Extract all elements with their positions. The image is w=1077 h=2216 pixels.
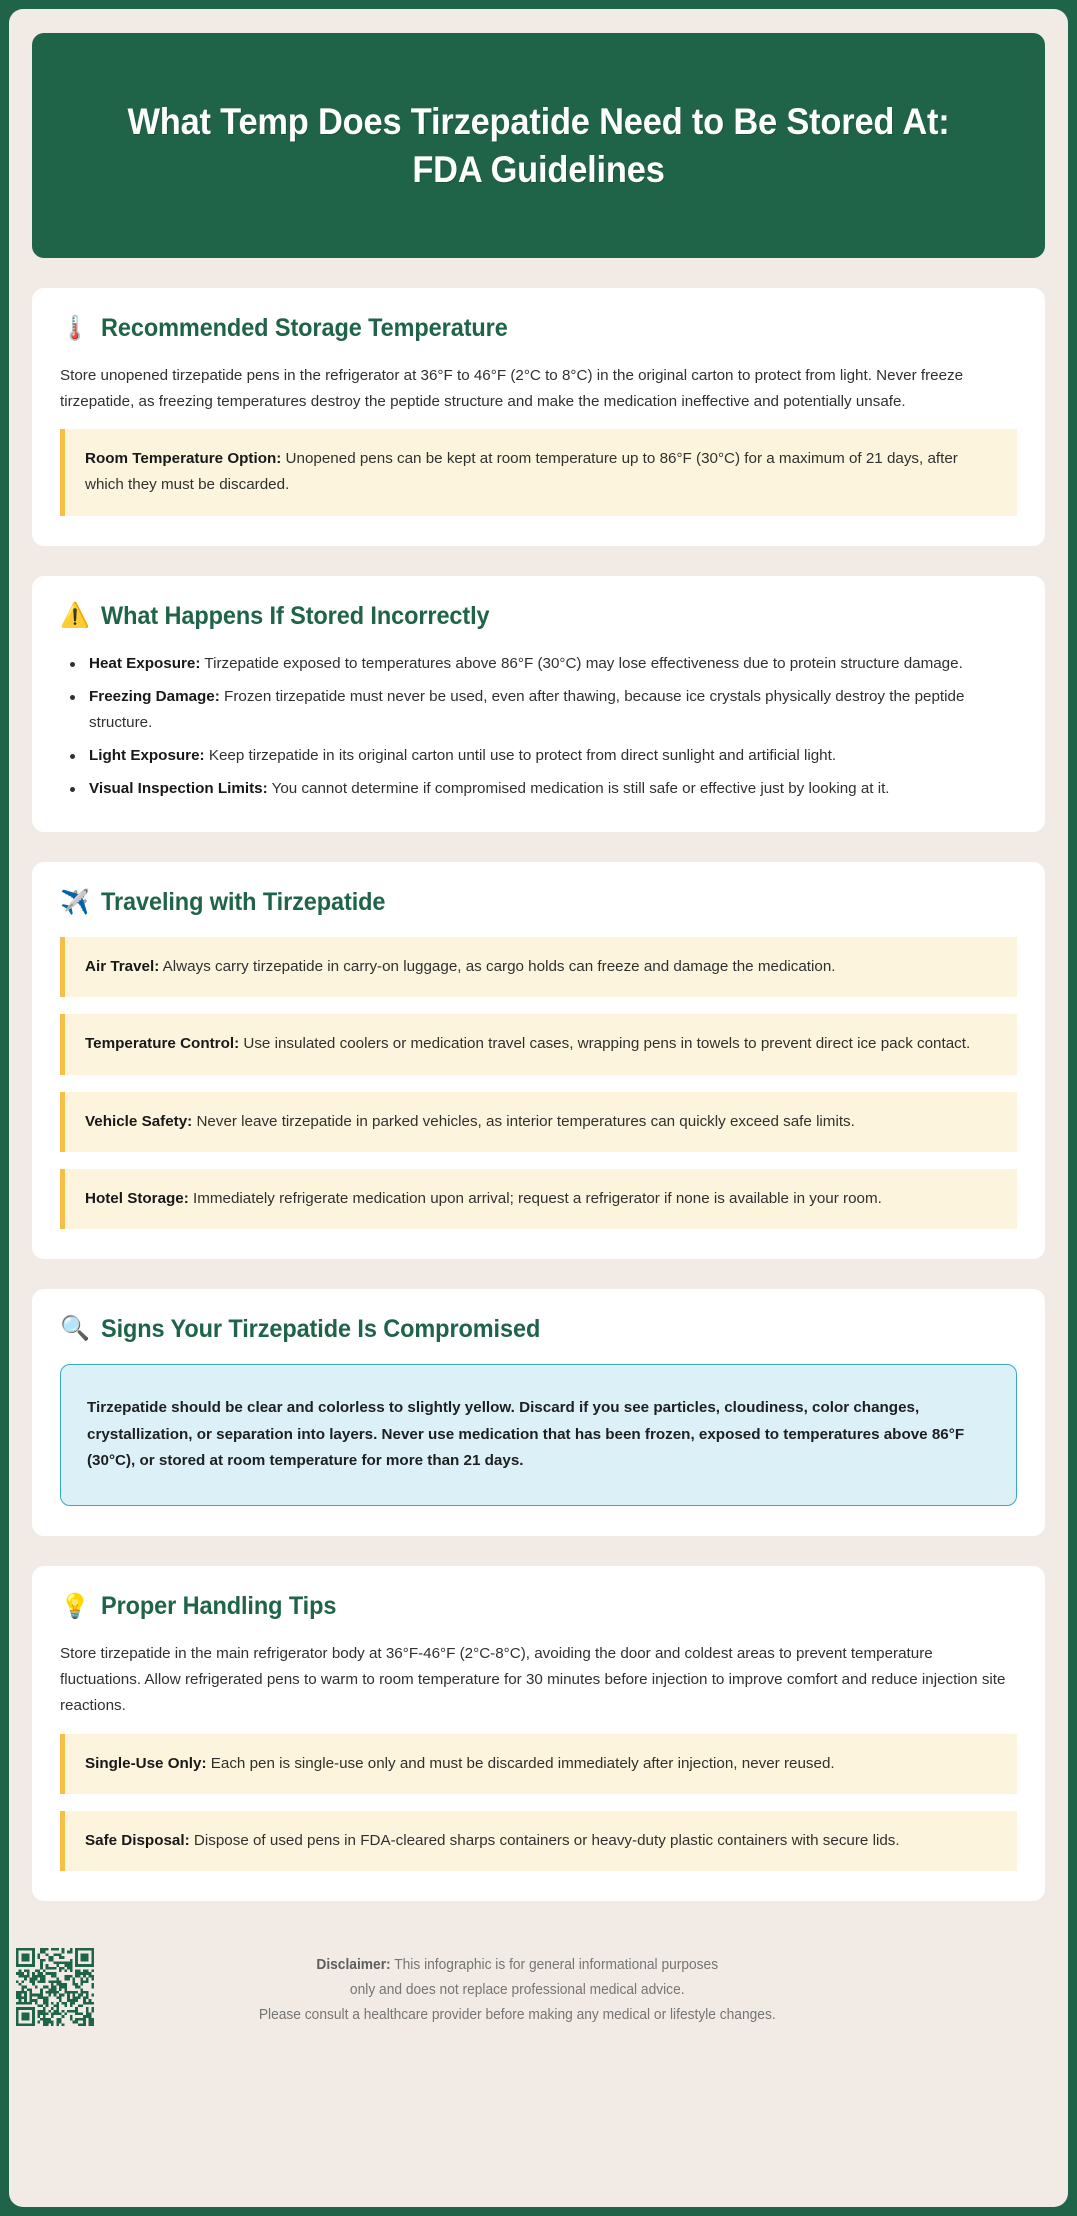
section-title: Signs Your Tirzepatide Is Compromised [100,1314,541,1343]
section-paragraph: Store tirzepatide in the main refrigerator body at 36°F-46°F (2°C-8°C), avoiding the door and coldest areas to prevent temperature fluctuations. Allow refrigerated pens to warm to room temperature for 30 minutes before injection to improve comfort and reduce injection site reactions. [60,1645,1006,1715]
callout-text: Use insulated coolers or medication travel cases, wrapping pens in towels to prevent direct ice pack contact. [239,1035,971,1053]
list-item [60,743,1017,769]
section-header [60,888,1017,917]
callout-text: Each pen is single-use only and must be discarded immediately after injection, never reused. [206,1754,835,1772]
disclaimer-text [118,1945,1021,2028]
callout-box [60,937,1017,997]
page-title: What Temp Does Tirzepatide Need to Be Stored At: FDA Guidelines [127,101,950,190]
qr-code[interactable] [16,1948,94,2026]
section-paragraph: Store unopened tirzepatide pens in the refrigerator at 36°F to 46°F (2°C to 8°C) in the original carton to protect from light. Never freeze tirzepatide, as freezing temperatures destroy the peptide structure and make the medication ineffective and potentially unsafe. [60,367,964,411]
section-title: Proper Handling Tips [100,1592,337,1621]
section-card-signs-your-tirzepatide-is-compromised [32,1289,1045,1536]
lightbulb-icon: 💡 [60,1592,90,1620]
section-title: Recommended Storage Temperature [100,314,508,342]
callout-box [60,1092,1017,1152]
section-title: What Happens If Stored Incorrectly [100,601,490,630]
section-card-proper-handling-tips [32,1566,1045,1901]
list-item-text: Frozen tirzepatide must never be used, even after thawing, because ice crystals physically destroy the peptide structure. [89,687,965,731]
section-header [60,602,1017,631]
callout-text: Never leave tirzepatide in parked vehicles, as interior temperatures can quickly exceed safe limits. [192,1112,855,1130]
callout-text: Unopened pens can be kept at room temperature up to 86°F (30°C) for a maximum of 21 days, after which they must be discarded. [85,450,958,494]
section-header [60,314,1017,343]
infographic-sheet [9,9,1068,2207]
callout-label: Vehicle Safety: [85,1112,193,1130]
callout-box [60,429,1017,515]
callout-label: Room Temperature Option: [85,450,282,468]
list-item [60,776,1017,802]
callout-box [60,1734,1017,1794]
callout-label: Temperature Control: [85,1035,240,1053]
list-item-label: Heat Exposure: [89,654,201,672]
list-item [60,651,1017,677]
section-header [60,1592,1017,1621]
callout-box [60,1169,1017,1229]
list-item-text: Keep tirzepatide in its original carton until use to protect from direct sunlight and artificial light. [204,746,837,764]
footer [32,1931,1045,2058]
disclaimer-line-1 [118,1953,917,1978]
magnifying-glass-icon: 🔍 [60,1315,90,1343]
airplane-icon: ✈️ [60,888,90,916]
disclaimer-line-1-text: This infographic is for general informational purposes [390,1956,719,1973]
callout-box [60,1014,1017,1074]
disclaimer-label: Disclaimer: [316,1956,391,1973]
callout-box [60,1811,1017,1871]
thermometer-icon: 🌡️ [60,314,90,342]
callout-label: Single-Use Only: [85,1754,207,1772]
warning-triangle-icon: ⚠️ [60,602,90,630]
compromised-alert-box: Tirzepatide should be clear and colorless to slightly yellow. Discard if you see particles, cloudiness, color changes, crystallization, or separation into layers. Never use medication that has been frozen, exposed to temperatures above 86°F (30°C), or stored at room temperature for more than 21 days. [60,1364,1017,1506]
list-item-label: Freezing Damage: [89,687,220,705]
disclaimer-line-3: Please consult a healthcare provider before making any medical or lifestyle changes. [258,2006,776,2023]
sections-container [32,288,1045,1901]
section-header [60,1315,1017,1344]
title-banner [32,33,1045,258]
list-item-label: Visual Inspection Limits: [89,780,268,798]
list-item-text: You cannot determine if compromised medication is still safe or effective just by looking at it. [267,780,890,798]
callout-text: Dispose of used pens in FDA-cleared sharps containers or heavy-duty plastic containers with secure lids. [189,1831,900,1849]
callout-label: Safe Disposal: [85,1831,190,1849]
disclaimer-line-2: only and does not replace professional medical advice. [349,1981,685,1998]
list-item-label: Light Exposure: [89,746,205,764]
section-card-recommended-storage-temperature [32,288,1045,546]
list-item-text: Tirzepatide exposed to temperatures above 86°F (30°C) may lose effectiveness due to protein structure damage. [200,654,963,672]
section-title: Traveling with Tirzepatide [100,888,386,917]
bullet-list [60,651,1017,803]
list-item [60,684,1017,736]
callout-label: Air Travel: [85,958,160,976]
callout-label: Hotel Storage: [85,1189,189,1207]
callout-text: Always carry tirzepatide in carry-on luggage, as cargo holds can freeze and damage the medication. [159,958,836,976]
callout-text: Immediately refrigerate medication upon arrival; request a refrigerator if none is available in your room. [188,1189,882,1207]
section-card-what-happens-if-stored-incorrectly [32,576,1045,833]
section-card-traveling-with-tirzepatide [32,862,1045,1259]
